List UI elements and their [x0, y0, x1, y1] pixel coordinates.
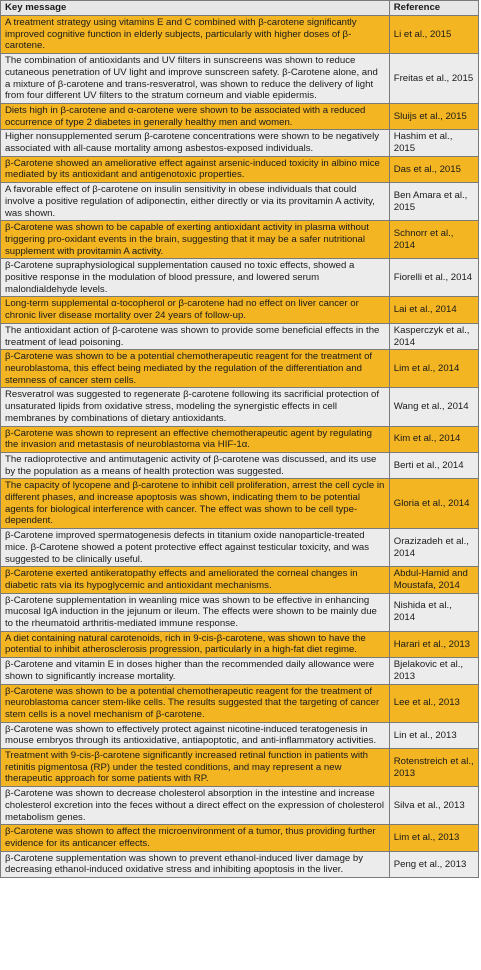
header-key-message: Key message	[1, 1, 390, 16]
key-message-cell: β-Carotene was shown to be a potential chemotherapeutic reagent for the treatment of neuroblastoma cancer stem-like cells. The results suggested that the targeting of cancer stem cells is a novel mechanism of β-carotene.	[1, 684, 390, 722]
table-row	[1, 825, 479, 851]
reference-cell: Fiorelli et al., 2014	[389, 259, 478, 297]
table-header-row	[1, 1, 479, 16]
key-message-cell: A treatment strategy using vitamins E and C combined with β-carotene significantly improved cognitive function in elderly subjects, particularly with higher doses of β-carotene.	[1, 16, 390, 54]
table-row	[1, 631, 479, 657]
reference-cell: Harari et al., 2013	[389, 631, 478, 657]
table-row	[1, 684, 479, 722]
key-message-cell: β-Carotene was shown to represent an effective chemotherapeutic agent by regulating the invasion and metastasis of neuroblastoma via HIF-1α.	[1, 426, 390, 452]
reference-cell: Lim et al., 2014	[389, 350, 478, 388]
reference-cell: Lim et al., 2013	[389, 825, 478, 851]
key-message-cell: A diet containing natural carotenoids, rich in 9-cis-β-carotene, was shown to have the potential to inhibit atherosclerosis progression, particularly in a high-fat diet regime.	[1, 631, 390, 657]
reference-cell: Orazizadeh et al., 2014	[389, 529, 478, 567]
table-body	[1, 16, 479, 878]
key-message-cell: β-Carotene was shown to affect the microenvironment of a tumor, thus providing further evidence for its anticancer effects.	[1, 825, 390, 851]
key-message-cell: β-Carotene supplementation was shown to prevent ethanol-induced liver damage by decreasing ethanol-induced oxidative stress and inhibiting apoptosis in the liver.	[1, 851, 390, 877]
reference-cell: Hashim et al., 2015	[389, 130, 478, 156]
table-row	[1, 388, 479, 426]
key-message-cell: Resveratrol was suggested to regenerate β-carotene following its sacrificial protection of unsaturated lipids from oxidative stress, modeling the synergistic effects in cell membranes by combinations of dietary antioxidants.	[1, 388, 390, 426]
table-row	[1, 350, 479, 388]
key-message-cell: A favorable effect of β-carotene on insulin sensitivity in obese individuals that could involve a positive regulation of adiponectin, either directly or via its provitamin A activity, was shown.	[1, 183, 390, 221]
table-row	[1, 658, 479, 684]
key-message-cell: The combination of antioxidants and UV filters in sunscreens was shown to reduce cutaneous penetration of UV light and improve sunscreen safety. β-Carotene alone, and a mixture of β-carotene and trans-resveratrol, was shown to reduce the delivery of light from four different UV filters to the stratum corneum and viable epidermis.	[1, 54, 390, 104]
reference-cell: Peng et al., 2013	[389, 851, 478, 877]
key-message-cell: The radioprotective and antimutagenic activity of β-carotene was discussed, and its use by the population as a means of health protection was suggested.	[1, 452, 390, 478]
reference-cell: Kim et al., 2014	[389, 426, 478, 452]
table-row	[1, 259, 479, 297]
reference-cell: Freitas et al., 2015	[389, 54, 478, 104]
table-row	[1, 221, 479, 259]
reference-cell: Berti et al., 2014	[389, 452, 478, 478]
table-row	[1, 323, 479, 349]
table-row	[1, 529, 479, 567]
reference-cell: Das et al., 2015	[389, 156, 478, 182]
reference-cell: Gloria et al., 2014	[389, 479, 478, 529]
key-message-cell: The antioxidant action of β-carotene was shown to provide some beneficial effects in the treatment of lead poisoning.	[1, 323, 390, 349]
key-message-cell: β-Carotene improved spermatogenesis defects in titanium oxide nanoparticle-treated mice. β-Carotene showed a potent protective effect against testicular toxicity, and was suggested to be clinically useful.	[1, 529, 390, 567]
reference-cell: Ben Amara et al., 2015	[389, 183, 478, 221]
table-row	[1, 452, 479, 478]
table-row	[1, 851, 479, 877]
key-message-cell: Long-term supplemental α-tocopherol or β-carotene had no effect on liver cancer or chronic liver disease mortality over 24 years of follow-up.	[1, 297, 390, 323]
reference-cell: Li et al., 2015	[389, 16, 478, 54]
table-row	[1, 54, 479, 104]
reference-cell: Schnorr et al., 2014	[389, 221, 478, 259]
key-message-cell: β-Carotene was shown to effectively protect against nicotine-induced teratogenesis in mouse embryos through its antioxidative, antiapoptotic, and anti-inflammatory activities.	[1, 722, 390, 748]
key-message-cell: Diets high in β-carotene and α-carotene were shown to be associated with a reduced occurrence of type 2 diabetes in generally healthy men and women.	[1, 103, 390, 129]
reference-cell: Sluijs et al., 2015	[389, 103, 478, 129]
table-row	[1, 787, 479, 825]
key-message-cell: β-Carotene was shown to be capable of exerting antioxidant activity in plasma without triggering pro-oxidant events in the brain, suggesting that it may be a safer nutritional supplement with provitamin A activity.	[1, 221, 390, 259]
table-row	[1, 593, 479, 631]
key-message-cell: β-Carotene was shown to be a potential chemotherapeutic reagent for the treatment of neuroblastoma, this effect being mediated by the regulation of the differentiation and stemness of cancer stem cells.	[1, 350, 390, 388]
reference-cell: Lee et al., 2013	[389, 684, 478, 722]
table-row	[1, 426, 479, 452]
table-row	[1, 479, 479, 529]
key-message-cell: β-Carotene supplementation in weanling mice was shown to be effective in enhancing mucosal IgA induction in the jejunum or ileum. The effects were shown to be mainly due to the rheumatoid arthritis-mediated immune response.	[1, 593, 390, 631]
reference-cell: Wang et al., 2014	[389, 388, 478, 426]
table-row	[1, 749, 479, 787]
key-message-cell: β-Carotene supraphysiological supplementation caused no toxic effects, showed a positive response in the modulation of blood pressure, and lowered serum malondialdehyde levels.	[1, 259, 390, 297]
reference-cell: Lin et al., 2013	[389, 722, 478, 748]
reference-cell: Kasperczyk et al., 2014	[389, 323, 478, 349]
table-row	[1, 16, 479, 54]
key-message-cell: β-Carotene exerted antikeratopathy effects and ameliorated the corneal changes in diabetic rats via its hypoglycemic and antioxidant mechanisms.	[1, 567, 390, 593]
reference-cell: Nishida et al., 2014	[389, 593, 478, 631]
key-message-cell: β-Carotene and vitamin E in doses higher than the recommended daily allowance were shown to significantly increase mortality.	[1, 658, 390, 684]
table-row	[1, 722, 479, 748]
table-row	[1, 567, 479, 593]
table-row	[1, 103, 479, 129]
table-row	[1, 297, 479, 323]
table-row	[1, 130, 479, 156]
table-row	[1, 183, 479, 221]
reference-cell: Lai et al., 2014	[389, 297, 478, 323]
key-message-cell: β-Carotene was shown to decrease cholesterol absorption in the intestine and increase cholesterol excretion into the feces without a direct effect on the expression of cholesterol metabolism genes.	[1, 787, 390, 825]
key-message-cell: β-Carotene showed an ameliorative effect against arsenic-induced toxicity in albino mice mediated by its antioxidant and antigenotoxic properties.	[1, 156, 390, 182]
key-message-cell: The capacity of lycopene and β-carotene to inhibit cell proliferation, arrest the cell cycle in different phases, and increase apoptosis was shown, indicating them to be potential agents for biological interference with cancer. The effect was shown to be cell type-dependent.	[1, 479, 390, 529]
reference-cell: Abdul-Hamid and Moustafa, 2014	[389, 567, 478, 593]
reference-cell: Bjelakovic et al., 2013	[389, 658, 478, 684]
key-message-cell: Treatment with 9-cis-β-carotene significantly increased retinal function in patients with retinitis pigmentosa (RP) under the tested conditions, and may represent a new therapeutic approach for some patients with RP.	[1, 749, 390, 787]
reference-cell: Rotenstreich et al., 2013	[389, 749, 478, 787]
header-reference: Reference	[389, 1, 478, 16]
reference-cell: Silva et al., 2013	[389, 787, 478, 825]
key-message-cell: Higher nonsupplemented serum β-carotene concentrations were shown to be negatively associated with all-cause mortality among asbestos-exposed individuals.	[1, 130, 390, 156]
table-row	[1, 156, 479, 182]
